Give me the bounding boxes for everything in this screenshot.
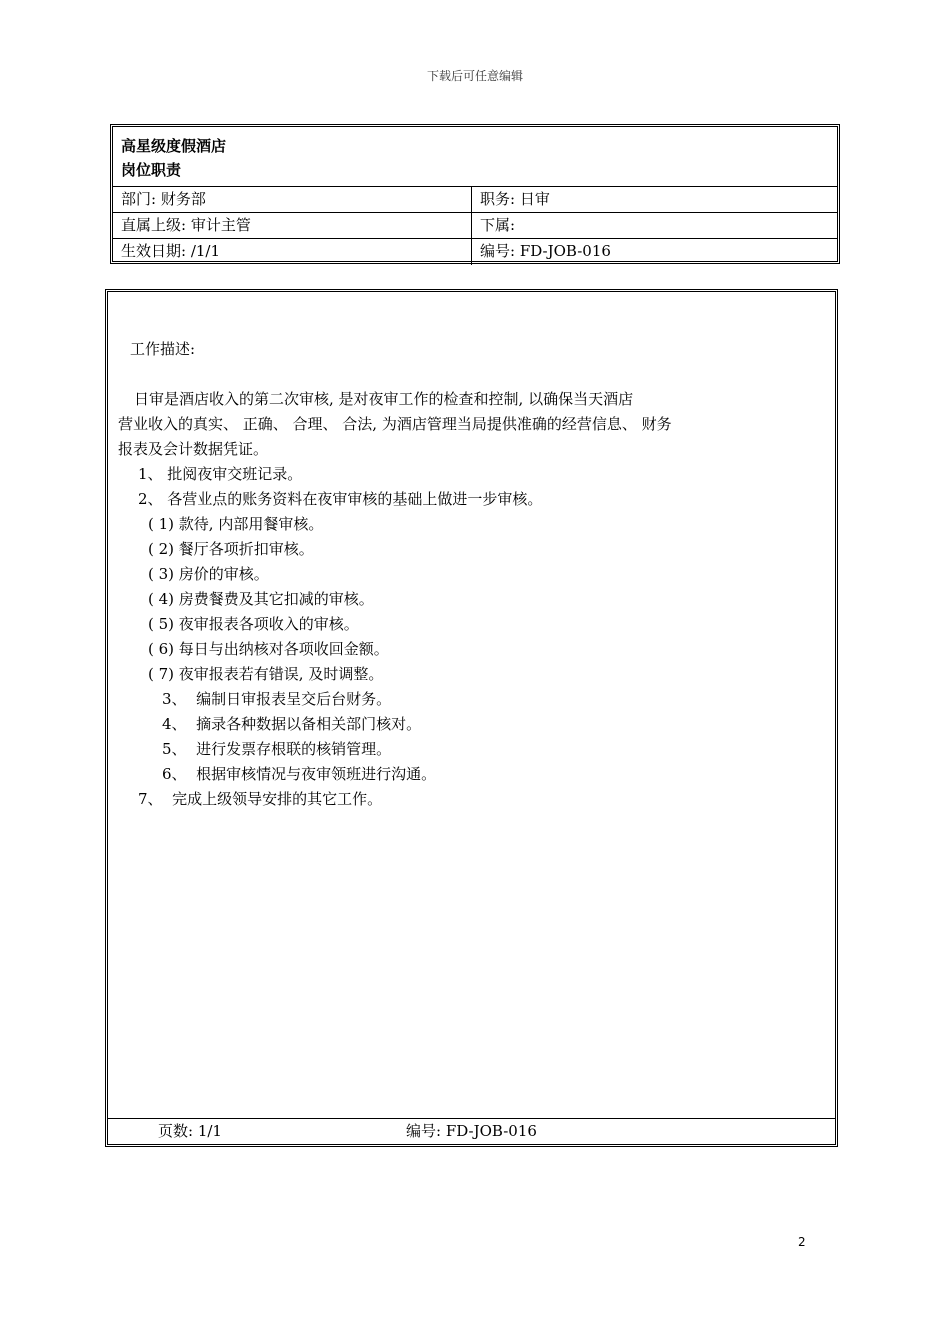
sub-item: ( 3) 房价的审核。 xyxy=(148,565,269,583)
info-row-department xyxy=(113,187,837,213)
description-footer xyxy=(108,1118,835,1144)
job-info-table xyxy=(110,124,840,264)
code-cell: 编号: FD-JOB-016 xyxy=(480,242,611,260)
document-title xyxy=(113,127,837,187)
intro-line: 日审是酒店收入的第二次审核, 是对夜审工作的检查和控制, 以确保当天酒店 xyxy=(134,390,634,408)
duty-item-6: 6、 根据审核情况与夜审领班进行沟通。 xyxy=(162,765,437,783)
duty-item-7: 7、 完成上级领导安排的其它工作。 xyxy=(138,790,383,808)
job-description-box xyxy=(105,289,838,1147)
effective-date-cell: 生效日期: /1/1 xyxy=(113,239,472,265)
intro-line: 营业收入的真实、 正确、 合理、 合法, 为酒店管理当局提供准确的经营信息、 财务 xyxy=(118,415,672,433)
info-row-superior xyxy=(113,213,837,239)
sub-item: ( 5) 夜审报表各项收入的审核。 xyxy=(148,615,359,633)
superior-cell: 直属上级: 审计主管 xyxy=(113,213,472,238)
duty-item-5: 5、 进行发票存根联的核销管理。 xyxy=(162,740,392,758)
job-description-content xyxy=(118,337,818,812)
hotel-name: 高星级度假酒店 xyxy=(121,137,227,155)
subordinate-cell: 下属: xyxy=(480,216,516,234)
sub-item: ( 4) 房费餐费及其它扣减的审核。 xyxy=(148,590,374,608)
position-cell: 职务: 日审 xyxy=(480,190,550,208)
duty-item-1: 1、 批阅夜审交班记录。 xyxy=(138,465,303,483)
info-row-date xyxy=(113,239,837,265)
sub-item: ( 2) 餐厅各项折扣审核。 xyxy=(148,540,314,558)
sub-item: ( 6) 每日与出纳核对各项收回金额。 xyxy=(148,640,389,658)
description-heading: 工作描述: xyxy=(130,340,196,358)
page-count: 页数: 1/1 xyxy=(158,1122,222,1140)
duty-item-4: 4、 摘录各种数据以备相关部门核对。 xyxy=(162,715,422,733)
department-cell: 部门: 财务部 xyxy=(113,187,472,212)
sub-item: ( 7) 夜审报表若有错误, 及时调整。 xyxy=(148,665,384,683)
duty-item-3: 3、 编制日审报表呈交后台财务。 xyxy=(162,690,392,708)
sub-item: ( 1) 款待, 内部用餐审核。 xyxy=(148,515,324,533)
footer-code: 编号: FD-JOB-016 xyxy=(406,1122,537,1140)
intro-line: 报表及会计数据凭证。 xyxy=(118,440,269,458)
header-note: 下载后可任意编辑 xyxy=(426,69,523,83)
duty-item-2: 2、 各营业点的账务资料在夜审审核的基础上做进一步审核。 xyxy=(138,490,543,508)
document-type: 岗位职责 xyxy=(121,161,182,179)
page-number: 2 xyxy=(798,1235,806,1249)
